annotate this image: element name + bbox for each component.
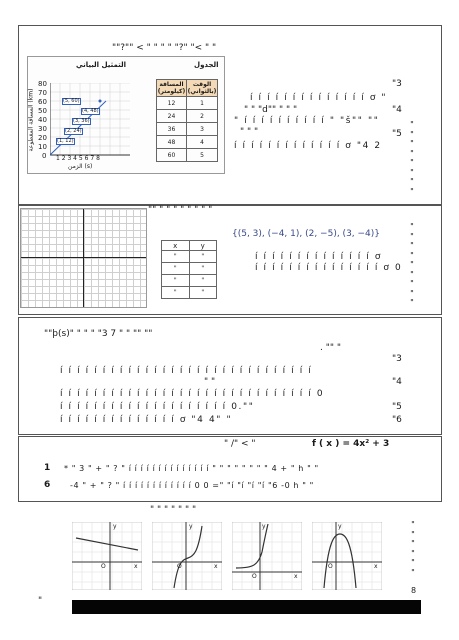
graph-3-origin: O [252, 573, 257, 580]
row-2-number: 6 [44, 480, 51, 490]
section-1-line-b: " " "d"" " " " [244, 105, 298, 115]
table-header-time: الوقت (بالثواني) [187, 81, 217, 95]
q5-marker-s3: "5 [392, 402, 402, 412]
graph-ylabel: المسافة المقطوعة (km) [27, 88, 35, 152]
section-1-header: ""?"" < " " " " "?" "< " " [112, 43, 217, 53]
section-1-line-c: " í í í í í í í í í í " "š"" "" [234, 116, 380, 126]
y-tick: 10 [38, 143, 47, 151]
graph-2-x-label: x [214, 563, 218, 570]
y-tick: 70 [38, 89, 47, 97]
graph-1-x-label: x [134, 563, 138, 570]
table-cell: 3 [187, 123, 218, 136]
q3-marker-s3: "3 [392, 354, 402, 364]
graph-3-y-label: y [262, 523, 266, 530]
point-label: (1, 12) [57, 138, 74, 144]
section-3-line-a: í í í í í í í í í í í í í í í í í í í í í í í í í í í í í í [60, 366, 313, 376]
graph-2-y-label: y [189, 523, 193, 530]
section-5-margin-marks: " " " " " " [411, 520, 415, 577]
y-tick: 20 [38, 134, 47, 142]
point-label: (3, 36) [73, 118, 90, 124]
xy-cell: " [162, 275, 190, 287]
y-tick: 30 [38, 125, 47, 133]
q3-marker: "3 [392, 79, 402, 89]
table-title: الجدول [194, 61, 219, 69]
section-3-line-d: í í í í í í í í í í í í í í í í í í í í 0."" [60, 402, 255, 412]
graph-option-3 [232, 522, 302, 590]
section-5-header: " " " " " " " [150, 505, 197, 515]
graph-3-x-label: x [294, 573, 298, 580]
table-header-distance: المسافة (كيلومتر) [157, 81, 186, 95]
section-1-line-a: í í í í í í í í í í í í í í ơ " [250, 93, 388, 103]
relation-set: {(5, 3), (−4, 1), (2, −5), (3, −4)} [232, 229, 381, 239]
y-tick: 50 [38, 107, 47, 115]
section-3-header: ""þ(s)" " " " "3 7 " " "" "" [44, 329, 153, 339]
graph-xlabel: الزمن (s) [68, 163, 93, 170]
y-tick: 60 [38, 98, 47, 106]
graph-title: التمثيل البياني [76, 61, 127, 69]
y-axis [83, 209, 84, 307]
table-cell: 1 [187, 97, 218, 110]
section-3-header-sub: . "" " [320, 343, 342, 353]
section-3-line-b: " " [204, 377, 216, 387]
xy-cell: " [189, 275, 217, 287]
y-tick: 0 [42, 152, 47, 160]
xy-cell: " [189, 263, 217, 275]
bottom-black-bar [72, 600, 421, 614]
table-cell: 36 [157, 123, 187, 136]
xy-cell: " [162, 263, 190, 275]
point-label: (2, 24) [65, 128, 82, 134]
point-label: (5, 60) [63, 98, 80, 104]
table-cell: 24 [157, 110, 187, 123]
section-1-line-d: " " " [240, 127, 259, 137]
section-2-line-a: í í í í í í í í í í í í í í ơ [255, 252, 382, 262]
y-tick: 40 [38, 116, 47, 124]
graph-4-y-label: y [338, 523, 342, 530]
table-cell: 4 [187, 136, 218, 149]
graph-4-x-label: x [374, 563, 378, 570]
section-2-line-b: í í í í í í í í í í í í í í í ơ 0 [255, 263, 403, 273]
section-2-header: "" " " " " " " " " [148, 205, 213, 215]
section-2-margin-marks: " " " " " " " " " [410, 222, 414, 307]
graph-4-origin: O [328, 563, 333, 570]
table-cell: 48 [157, 136, 187, 149]
section-4-header: " /" < " [224, 439, 256, 449]
table-cell: 60 [157, 149, 187, 162]
time-distance-table [156, 79, 218, 162]
table-cell: 2 [187, 110, 218, 123]
xy-cell: " [189, 251, 217, 263]
coordinate-grid [20, 208, 147, 308]
row-1-expression: * " 3 " + " ? " í í í í í í í í í í í í í í " " " " " " " " 4 + " h " " [64, 464, 319, 473]
section-5-footer-mark: " [38, 596, 43, 606]
row-2-expression: -4 " + " ? " í í í í í í í í í í í í 0 0 =" "í "í "í "í "6 -0 h " " [70, 481, 314, 490]
y-tick: 80 [38, 80, 47, 88]
table-cell: 5 [187, 149, 218, 162]
q4-marker: "4 [392, 105, 402, 115]
section-3-line-e: í í í í í í í í í í í í í í ơ "4 4" " [60, 415, 233, 425]
function-definition: f ( x ) = 4x² + 3 [312, 439, 390, 449]
section-1-margin-marks: " " " " " " " " [410, 120, 414, 196]
graph-option-2 [152, 522, 222, 590]
xy-header-x: x [162, 241, 190, 251]
x-tick-labels: 1 2 3 4 5 6 7 8 [56, 155, 100, 162]
table-cell: 12 [157, 97, 187, 110]
xy-cell: " [162, 251, 190, 263]
xy-header-y: y [189, 241, 217, 251]
q5-marker: "5 [392, 129, 402, 139]
xy-cell: " [189, 287, 217, 299]
graph-1-origin: O [101, 563, 106, 570]
graph-2-origin: O [177, 563, 182, 570]
graph-1-y-label: y [113, 523, 117, 530]
xy-cell: " [162, 287, 190, 299]
graph-option-1 [72, 522, 142, 590]
row-1-number: 1 [44, 463, 51, 473]
point-label: (4, 48) [82, 108, 99, 114]
q4-marker-s3: "4 [392, 377, 402, 387]
page-number: 8 [411, 586, 417, 595]
section-1-line-e: í í í í í í í í í í í í í ơ "4 2 [234, 141, 382, 151]
q6-marker-s3: "6 [392, 415, 402, 425]
xy-table [161, 240, 217, 299]
graph-table-panel [27, 56, 225, 174]
graph-option-4 [312, 522, 382, 590]
distance-time-graph [50, 83, 132, 157]
section-3-line-c: í í í í í í í í í í í í í í í í í í í í í í í í í í í í í í 0 [60, 389, 325, 399]
